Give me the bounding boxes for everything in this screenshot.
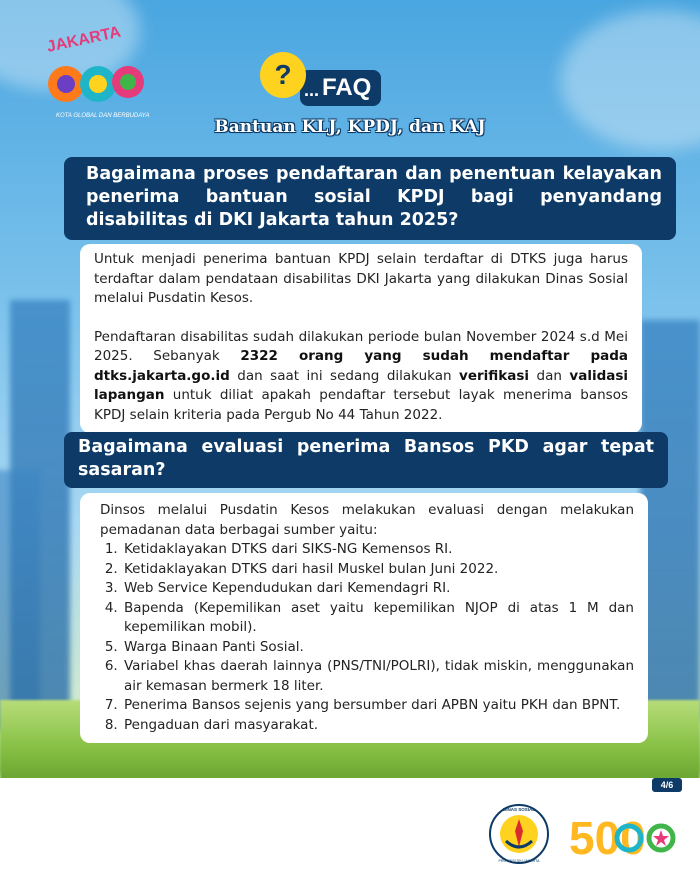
dinsos-logo-text: DINAS SOSIAL: [502, 807, 536, 812]
question-mark: ?: [274, 59, 292, 90]
answer-1-paragraph-2: Pendaftaran disabilitas sudah dilakukan periode bulan November 2024 s.d Mei 2025. Sebanyak 2322 orang yang sudah mendaftar pada dtks.jakarta.go.id dan saat ini sedang dilakukan verifikasi dan validasi lapangan untuk diliat apakah pendaftar tersebut layak menerima bansos KPDJ selain kriteria pada Pergub No 44 Tahun 2022.: [94, 328, 629, 423]
question-2: Bagaimana evaluasi penerima Bansos PKD agar tepat sasaran?: [64, 432, 668, 488]
building-decoration: [0, 470, 40, 730]
list-item: 7. Penerima Bansos sejenis yang bersumber dari APBN yaitu PKH dan BPNT.: [122, 696, 634, 716]
building-decoration: [640, 320, 700, 720]
answer-1-paragraph-1: Untuk menjadi penerima bantuan KPDJ selain terdaftar di DTKS juga harus terdaftar dalam pendataan disabilitas DKI Jakarta yang dilakukan Dinas Sosial melalui Pusdatin Kesos.: [94, 251, 628, 306]
list-item: 4. Bapenda (Kepemilikan aset yaitu kepemilikan NJOP di atas 1 M dan kepemilikan mobil).: [122, 599, 634, 638]
jakarta-498-logo: [28, 22, 153, 122]
answer-2-intro: Dinsos melalui Pusdatin Kesos melakukan evaluasi dengan melakukan pemadanan data berbagai sumber yaitu:: [100, 502, 634, 538]
list-item: 5. Warga Binaan Panti Sosial.: [122, 638, 634, 658]
list-item: 1. Ketidaklayakan DTKS dari SIKS-NG Kemensos RI.: [122, 540, 634, 560]
answer-1: [80, 244, 642, 433]
dinsos-dki-logo: [488, 803, 550, 865]
question-bubble-icon: [260, 52, 306, 98]
faq-label: FAQ: [300, 70, 381, 106]
dinsos-logo-subtext: PROVINSI DKI JAKARTA: [498, 859, 540, 863]
page-indicator: 4/6: [652, 778, 682, 792]
logo-wordmark: JAKARTA: [45, 23, 123, 56]
logo-tagline: KOTA GLOBAL DAN BERBUDAYA: [56, 113, 150, 119]
list-item: 8. Pengaduan dari masyarakat.: [122, 716, 634, 736]
500-anniversary-logo: [565, 810, 685, 860]
faq-heading: [260, 52, 420, 112]
registrant-count: 2322 orang yang sudah mendaftar pada dtks.jakarta.go.id: [94, 348, 628, 384]
list-item: 6. Variabel khas daerah lainnya (PNS/TNI/POLRI), tidak miskin, menggunakan air kemasan bermerk 18 liter.: [122, 657, 634, 696]
list-item: 3. Web Service Kependudukan dari Kemendagri RI.: [122, 579, 634, 599]
anniversary-number: 500: [569, 812, 646, 860]
question-1: Bagaimana proses pendaftaran dan penentuan kelayakan penerima bantuan sosial KPDJ bagi penyandang disabilitas di DKI Jakarta tahun 2025?: [64, 157, 676, 240]
page-subtitle: Bantuan KLJ, KPDJ, dan KAJ: [214, 117, 486, 137]
ellipsis-dots: ...: [304, 80, 320, 100]
list-item: 2. Ketidaklayakan DTKS dari hasil Muskel bulan Juni 2022.: [122, 560, 634, 580]
evaluation-source-list: [100, 540, 634, 735]
answer-2: [80, 493, 648, 743]
